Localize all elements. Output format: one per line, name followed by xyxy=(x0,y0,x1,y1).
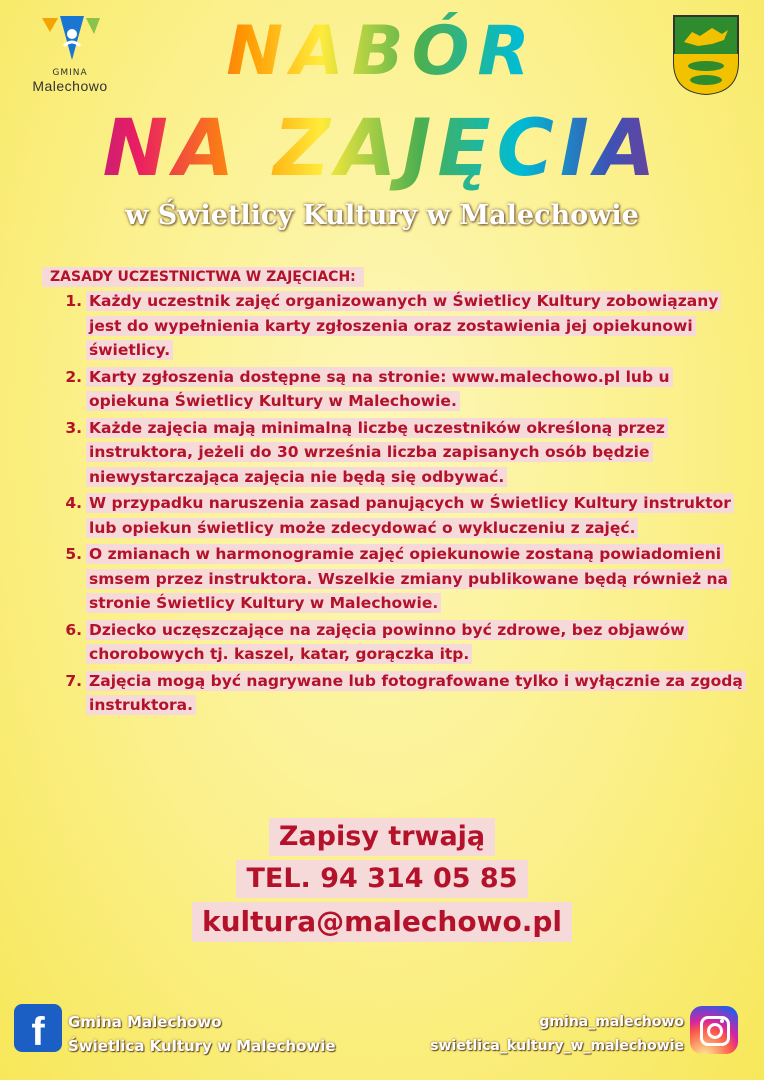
rule-text: Zajęcia mogą być nagrywane lub fotografowane tylko i wyłącznie za zgodą instruktora. xyxy=(86,671,746,716)
instagram-icon[interactable] xyxy=(690,1006,738,1054)
rule-item xyxy=(38,491,744,540)
title-line-1: NABÓR xyxy=(0,12,764,91)
email-address[interactable]: kultura@malechowo.pl xyxy=(192,902,572,942)
rule-item xyxy=(38,618,744,667)
rules-section xyxy=(38,266,744,718)
rule-text: Dziecko uczęszczające na zajęcia powinno być zdrowe, bez objawów chorobowych tj. kaszel, katar, gorączka itp. xyxy=(86,620,688,665)
rule-text: O zmianach w harmonogramie zajęć opiekunowie zostaną powiadomieni smsem przez instruktora. Wszelkie zmiany publikowane będą również na stronie Świetlicy Kultury w Malechowie. xyxy=(86,544,731,613)
rule-number: 1. xyxy=(65,292,82,310)
title-line-2: NA ZAJĘCIA xyxy=(0,104,764,194)
rule-number: 3. xyxy=(65,418,82,437)
subtitle: w Świetlicy Kultury w Malechowie xyxy=(125,200,639,231)
facebook-links xyxy=(68,1010,336,1058)
rule-item xyxy=(38,669,744,718)
rule-number: 4. xyxy=(65,494,82,512)
rule-text: Każde zajęcia mają minimalną liczbę uczestników określoną przez instruktora, jeżeli do 30 września liczba zapisanych osób będzie niewystarczająca zajęcia nie będą się odbywać. xyxy=(86,418,668,487)
rules-heading: ZASADY UCZESTNICTWA W ZAJĘCIACH: xyxy=(42,267,364,287)
rule-text: W przypadku naruszenia zasad panujących w Świetlicy Kultury instruktor lub opiekun świetlicy może zdecydować o wykluczeniu z zajęć. xyxy=(86,493,734,538)
signup-text: Zapisy trwają xyxy=(269,818,495,856)
facebook-icon[interactable]: f xyxy=(14,1004,62,1052)
facebook-page-gmina[interactable]: Gmina Malechowo xyxy=(68,1013,222,1031)
instagram-account-swietlica[interactable]: swietlica_kultury_w_malechowie xyxy=(430,1038,684,1054)
rule-number: 7. xyxy=(65,671,82,690)
phone-number[interactable]: TEL. 94 314 05 85 xyxy=(236,860,527,898)
rule-number: 5. xyxy=(65,545,82,563)
rule-text: Każdy uczestnik zajęć organizowanych w Świetlicy Kultury zobowiązany jest do wypełnienia karty zgłoszenia oraz zostawienia jej opiekunowi świetlicy. xyxy=(86,291,721,360)
rule-item xyxy=(38,365,744,414)
rule-item xyxy=(38,542,744,616)
rule-text: Karty zgłoszenia dostępne są na stronie: www.malechowo.pl lub u opiekuna Świetlicy Kultury w Malechowie. xyxy=(86,367,673,412)
rule-item xyxy=(38,416,744,490)
instagram-links xyxy=(430,1010,684,1058)
rule-item xyxy=(38,289,744,363)
instagram-account-gmina[interactable]: gmina_malechowo xyxy=(539,1014,684,1030)
contact-section xyxy=(0,818,764,946)
rule-number: 6. xyxy=(65,620,82,639)
rule-number: 2. xyxy=(65,367,82,386)
facebook-page-swietlica[interactable]: Świetlica Kultury w Malechowie xyxy=(68,1037,336,1055)
